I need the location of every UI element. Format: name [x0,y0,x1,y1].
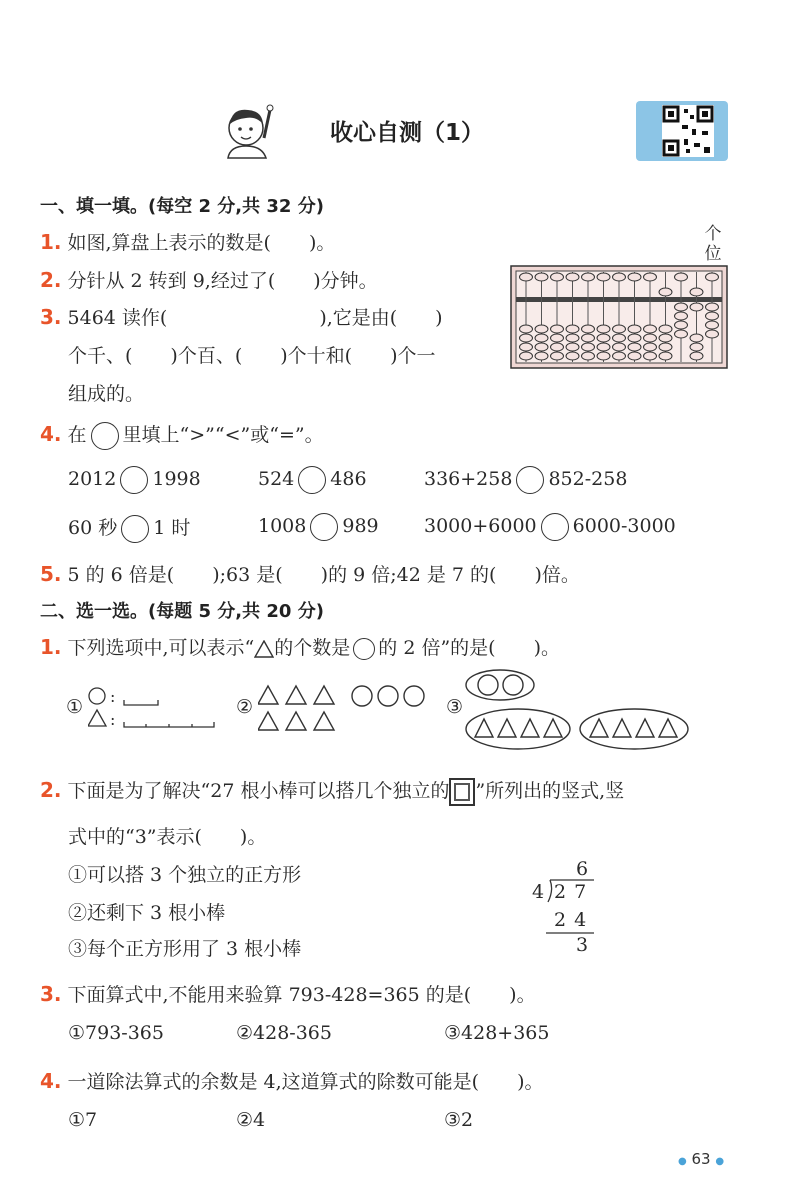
abacus-bead [597,273,610,281]
s1-q3-line3: 组成的。 [68,383,145,405]
s2-q3-option-2[interactable]: ②428-365 [236,1022,332,1044]
abacus-bead [597,325,610,333]
abacus-bead [644,334,657,342]
abacus-bead [690,334,703,342]
q-text-b: ”所列出的竖式,竖 [475,780,625,802]
q-num: 2. [40,778,62,802]
answer-circle[interactable] [310,513,338,541]
cmp-left: 1008 [258,515,307,537]
abacus-bead [644,343,657,351]
abacus-bead [706,312,719,320]
abacus-bead [551,325,564,333]
abacus-bead [613,352,626,360]
division-divisor: 4 [532,881,545,903]
q-text-a: 下列选项中,可以表示“ [67,637,255,659]
abacus-bead [644,352,657,360]
cmp-left: 524 [258,468,295,490]
q-text: 下面算式中,不能用来验算 793-428=365 的是( )。 [67,984,536,1006]
cmp-right: 989 [342,515,379,537]
q-num: 4. [40,422,62,446]
answer-circle[interactable] [516,466,544,494]
s2-q2-line1 [40,776,624,806]
section2-heading: 二、选一选。(每题 5 分,共 20 分) [40,601,324,622]
division-quotient: 6 [576,858,589,880]
answer-circle[interactable] [298,466,326,494]
abacus-bead [628,352,641,360]
abacus-bead [566,343,579,351]
abacus-bead [520,273,533,281]
q-text: 如图,算盘上表示的数是( )。 [67,232,336,254]
comparison-6 [424,513,676,541]
s1-q4 [40,420,324,450]
option-1-marker: ① [66,696,84,718]
abacus-bead [566,334,579,342]
comparison-2 [258,466,367,494]
s1-q1 [40,228,335,255]
answer-circle[interactable] [541,513,569,541]
s1-q3-line2: 个千、( )个百、( )个十和( )个一 [68,345,436,367]
abacus-bead [628,343,641,351]
abacus-bead [690,288,703,296]
circle-icon [353,638,375,660]
s2-q4-option-3[interactable]: ③2 [444,1109,474,1131]
cmp-left: 2012 [68,468,117,490]
abacus-bead [535,273,548,281]
division-bracket [544,878,596,941]
option-3-figure[interactable] [464,668,692,757]
q-num: 3. [40,305,62,329]
abacus-bead [613,334,626,342]
abacus-bead [690,343,703,351]
abacus-bead [597,343,610,351]
s2-q2-option-1[interactable]: ①可以搭 3 个独立的正方形 [68,864,302,886]
s2-q3-option-1[interactable]: ①793-365 [68,1022,164,1044]
abacus-bead [659,288,672,296]
q-text-b: 的个数是 [274,637,351,659]
abacus-bead [566,273,579,281]
abacus-bead [613,343,626,351]
option-2-marker: ② [236,696,254,718]
option-3-marker: ③ [446,696,464,718]
s2-q4 [40,1067,544,1094]
q-num: 5. [40,562,62,586]
abacus-bead [706,273,719,281]
abacus-bead [659,352,672,360]
s1-q5 [40,560,580,587]
abacus-bead [535,334,548,342]
abacus-bead [690,352,703,360]
abacus-bead [706,321,719,329]
q-text: 一道除法算式的余数是 4,这道算式的除数可能是( )。 [67,1071,544,1093]
s1-q2 [40,266,378,293]
abacus-bead [597,352,610,360]
abacus-bead [659,325,672,333]
abacus-bead [520,325,533,333]
abacus-label: 个位 [704,224,722,264]
division-product: 2 4 [554,909,588,931]
s2-q3 [40,980,536,1007]
abacus-bead [535,352,548,360]
abacus-bead [675,273,688,281]
abacus-bead [582,273,595,281]
option-1-figure[interactable] [88,686,220,739]
abacus-bead [644,325,657,333]
abacus-bead [675,321,688,329]
comparison-5 [258,513,379,541]
cmp-right: 6000-3000 [572,515,676,537]
q-text: 5464 读作( ),它是由( ) [67,307,443,329]
abacus-bead [520,343,533,351]
cmp-right: 852-258 [548,468,628,490]
option-2-figure[interactable] [258,684,428,741]
abacus-bead [520,334,533,342]
cmp-right: 1 时 [153,517,191,539]
abacus-bead [628,325,641,333]
q-num: 2. [40,268,62,292]
s1-q3-line1 [40,303,443,330]
s2-q2-line2: 式中的“3”表示( )。 [68,826,267,848]
page-number-text: 63 [691,1150,711,1168]
comparison-4 [68,513,190,543]
answer-circle[interactable] [120,466,148,494]
abacus-bead [582,343,595,351]
s2-q4-option-2[interactable]: ②4 [236,1109,266,1131]
abacus-bead [535,325,548,333]
dot-icon: ● [678,1156,687,1167]
abacus-bead [597,334,610,342]
abacus-bead [659,343,672,351]
s2-q1 [40,633,560,660]
mascot-icon [218,98,278,160]
dot-icon: ● [715,1156,725,1167]
compare-circle-icon [91,422,119,450]
q-num: 1. [40,635,62,659]
abacus-bead [690,303,703,311]
abacus-bead [613,273,626,281]
abacus-bead [675,312,688,320]
cmp-right: 486 [330,468,367,490]
abacus-bead [566,325,579,333]
option-1-colon-a: : [110,687,116,706]
q-text-pre: 在 [67,424,87,446]
comparison-1 [68,466,201,494]
q-text-post: 里填上“>”“<”或“=”。 [122,424,324,446]
q-text: 5 的 6 倍是( );63 是( )的 9 倍;42 是 7 的( )倍。 [67,564,580,586]
abacus-bead [644,273,657,281]
abacus-bead [659,334,672,342]
cmp-left: 3000+6000 [424,515,537,537]
abacus-bead [613,325,626,333]
cmp-left: 60 秒 [68,517,118,539]
page-number [678,1150,724,1168]
cmp-left: 336+258 [424,468,513,490]
abacus-bead [535,343,548,351]
q-num: 1. [40,230,62,254]
abacus-bead [675,330,688,338]
division-remainder: 3 [576,934,589,956]
abacus-bead [566,352,579,360]
abacus-bead [628,273,641,281]
division-dividend: 2 7 [554,881,588,903]
s2-q2-option-2[interactable]: ②还剩下 3 根小棒 [68,902,226,924]
q-num: 4. [40,1069,62,1093]
abacus-bead [706,330,719,338]
qr-code[interactable] [636,101,728,161]
s2-q3-option-3[interactable]: ③428+365 [444,1022,550,1044]
abacus-bead [551,352,564,360]
s2-q2-option-3[interactable]: ③每个正方形用了 3 根小棒 [68,938,302,960]
answer-circle[interactable] [121,515,149,543]
option-1-colon-b: : [110,710,116,729]
q-text: 分针从 2 转到 9,经过了( )分钟。 [67,270,378,292]
comparison-3 [424,466,627,494]
abacus-bead [520,352,533,360]
q-text-c: 的 2 倍”的是( )。 [378,637,561,659]
square-sticks-icon [449,778,475,806]
abacus-bead [582,352,595,360]
abacus-bead [551,334,564,342]
abacus-figure [510,265,728,374]
abacus-bead [706,303,719,311]
abacus-bead [675,303,688,311]
abacus-bead [551,343,564,351]
abacus-bead [582,325,595,333]
q-num: 3. [40,982,62,1006]
section1-heading: 一、填一填。(每空 2 分,共 32 分) [40,196,324,217]
abacus-bead [628,334,641,342]
page-title: 收心自测（1） [330,120,485,146]
s2-q4-option-1[interactable]: ①7 [68,1109,98,1131]
cmp-right: 1998 [152,468,201,490]
abacus-bead [551,273,564,281]
q-text-a: 下面是为了解决“27 根小棒可以搭几个独立的 [67,780,450,802]
triangle-icon [254,640,274,658]
abacus-bead [582,334,595,342]
